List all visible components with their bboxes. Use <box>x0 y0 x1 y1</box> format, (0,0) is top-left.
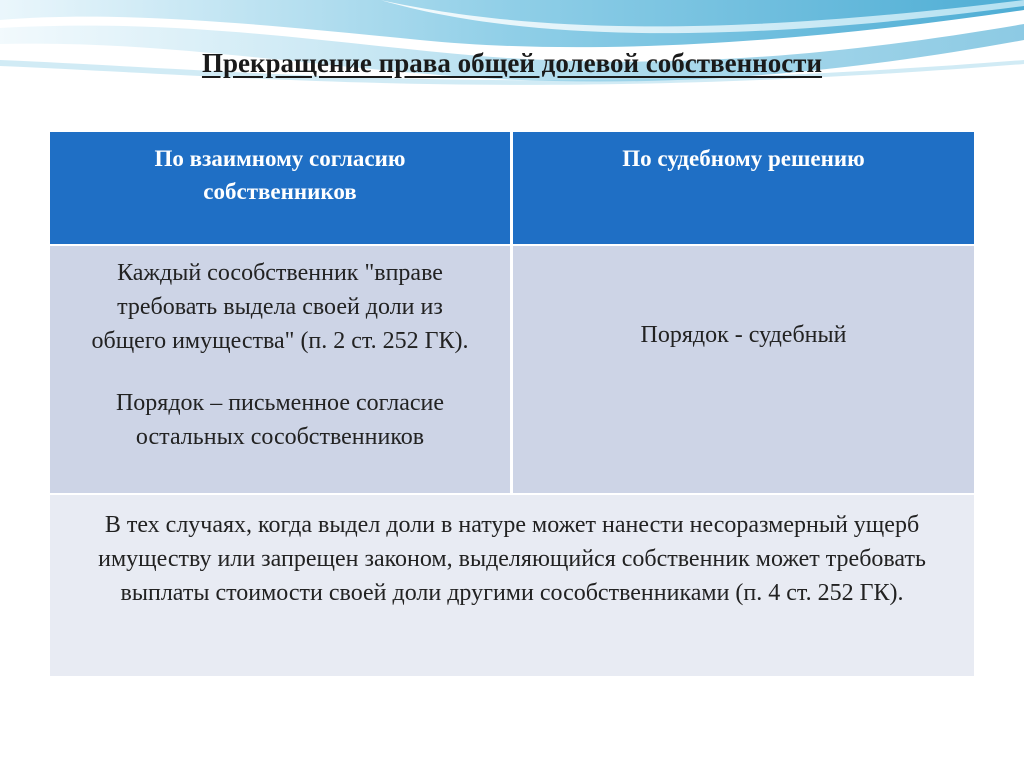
compensation-note: В тех случаях, когда выдел доли в натуре может нанести несоразмерный ущерб имуществу или запрещен законом, выделяющийся собственник может требовать выплаты стоимости своей доли другими сособственниками (п. 4 ст. 252 ГК). <box>98 512 926 606</box>
court-procedure-cell: Порядок - судебный <box>513 246 974 493</box>
mutual-consent-cell <box>50 246 510 493</box>
header-mutual-consent: По взаимному согласию собственников <box>50 132 510 244</box>
compensation-note-cell <box>50 495 974 676</box>
page-title: Прекращение права общей долевой собственности <box>201 48 823 78</box>
mutual-consent-rule: Каждый сособственник "вправе требовать выдела своей доли из общего имущества" (п. 2 ст. 252 ГК). <box>91 260 469 354</box>
header-court-decision: По судебному решению <box>513 132 974 244</box>
mutual-consent-procedure: Порядок – письменное согласие остальных сособственников <box>115 390 445 450</box>
comparison-table <box>50 132 974 676</box>
